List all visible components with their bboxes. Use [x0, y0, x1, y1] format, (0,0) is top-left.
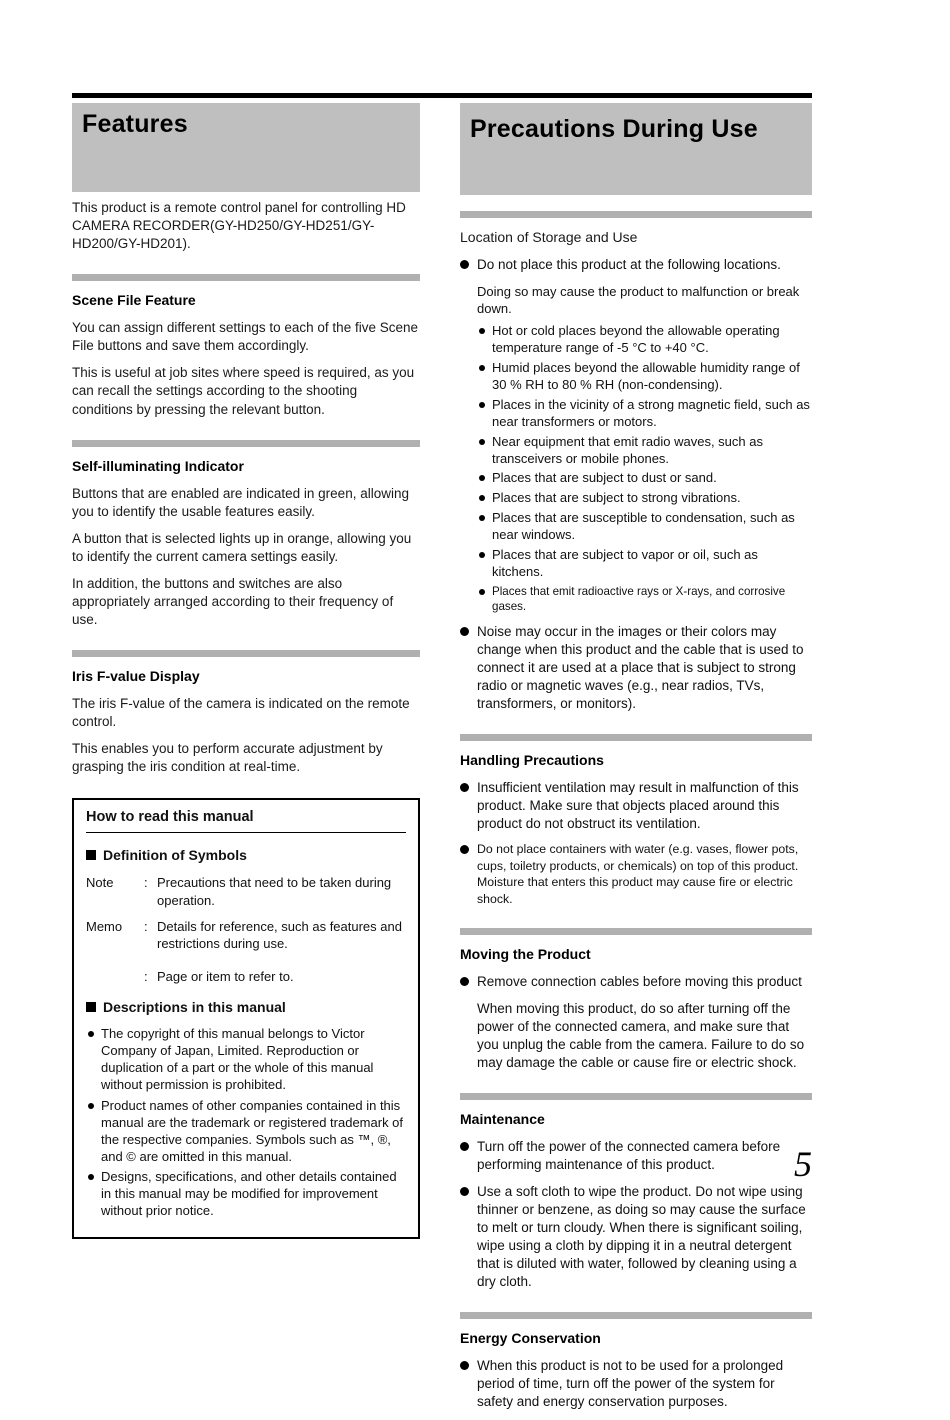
paragraph: You can assign different settings to each of the five Scene File buttons and save them accordingly. [72, 320, 418, 354]
bullet-text: Noise may occur in the images or their colors may change when this product and the cable that is used to connect it are used at a place that is subject to strong radio or magnetic waves (e.g., near radios, TVs, transformers, or monitors). [477, 623, 804, 711]
section-heading: Scene File Feature [72, 292, 196, 309]
list-item [86, 1026, 406, 1094]
features-title: Features [82, 110, 188, 138]
list-item-text: Product names of other companies contained in this manual are the trademark or registered trademark of the respective companies. Symbols such as ™, ®, and © are omitted in this manual. [101, 1097, 404, 1164]
bullet-icon [479, 515, 485, 521]
page-reference-icon [86, 968, 144, 985]
list-item-text: Places in the vicinity of a strong magnetic field, such as near transformers or motors. [492, 396, 810, 429]
section-iris-f-value-display [72, 650, 420, 776]
features-intro: This product is a remote control panel for controlling HD CAMERA RECORDER(GY-HD250/GY-HD251/GY-HD200/GY-HD201). [72, 200, 406, 252]
bullet-item [460, 1183, 812, 1291]
section-maintenance [460, 1093, 812, 1291]
bullet-icon [479, 495, 485, 501]
location-sub-list [477, 323, 812, 614]
bullet-icon [460, 1187, 469, 1196]
symbol-colon: : [144, 875, 148, 891]
section-divider [460, 211, 812, 218]
list-item-text: Humid places beyond the allowable humidity range of 30 % RH to 80 % RH (non-condensing). [492, 360, 800, 392]
bullet-text: Do not place containers with water (e.g. vases, flower pots, cups, toiletry products, or chemicals) on top of this product. Moisture that enters this product may cause fire or electric shock. [477, 842, 799, 906]
bullet-icon [479, 475, 485, 481]
symbol-definition-row [86, 918, 406, 952]
bullet-text: Use a soft cloth to wipe the product. Do not wipe using thinner or benzene, as doing so may cause the surface to melt or turn cloudy. When there is significant soiling, wipe using a cloth by dipping it in a neutral detergent that is diluted with water, followed by cleaning using a dry cloth. [477, 1184, 806, 1289]
section-location-of-storage [460, 211, 812, 713]
definition-of-symbols-heading [86, 847, 406, 863]
section-divider [460, 1093, 812, 1100]
bullet-text: Remove connection cables before moving this product [477, 973, 802, 989]
section-self-illuminating-indicator [72, 440, 420, 630]
bullet-icon [479, 402, 485, 408]
descriptions-list [86, 1026, 406, 1220]
section-divider [72, 274, 420, 281]
section-divider [72, 650, 420, 657]
list-item [477, 397, 812, 431]
paragraph: This enables you to perform accurate adjustment by grasping the iris condition at real-time. [72, 741, 383, 775]
symbol-definition: Details for reference, such as features and restrictions during use. [157, 918, 402, 951]
how-to-read-title: How to read this manual [86, 809, 406, 833]
square-bullet-icon [86, 1002, 96, 1012]
bullet-icon [479, 439, 485, 445]
heading-label: Definition of Symbols [103, 847, 247, 864]
bullet-item [460, 841, 812, 906]
top-rule [72, 93, 812, 98]
list-item [477, 547, 812, 581]
bullet-icon [479, 552, 485, 558]
section-divider [72, 440, 420, 447]
paragraph: In addition, the buttons and switches are also appropriately arranged according to their frequency of use. [72, 575, 394, 628]
paragraph: This is useful at job sites where speed is required, as you can recall the settings according to the shooting conditions by pressing the relevant button. [72, 365, 415, 417]
paragraph: Buttons that are enabled are indicated in green, allowing you to identify the usable features easily. [72, 485, 409, 519]
list-item-text: Places that are subject to dust or sand. [492, 470, 717, 486]
note-text: Doing so may cause the product to malfunction or break down. [477, 283, 800, 317]
precautions-title-box [460, 103, 812, 195]
bullet-item [460, 1357, 812, 1411]
precautions-column [460, 103, 812, 1420]
bullet-icon [479, 589, 485, 595]
features-column [72, 103, 420, 1239]
section-heading: Iris F-value Display [72, 668, 200, 685]
list-item [477, 510, 812, 544]
section-moving-the-product [460, 928, 812, 1072]
list-item-text: Places that are subject to strong vibrations. [492, 490, 741, 506]
bullet-icon [460, 1361, 469, 1370]
precautions-title: Precautions During Use [470, 115, 758, 143]
section-heading: Maintenance [460, 1111, 545, 1128]
symbol-definition: Precautions that need to be taken during operation. [157, 875, 392, 908]
list-item-text: The copyright of this manual belongs to Victor Company of Japan, Limited. Reproduction or duplication of a part or the whole of this manual without permission is prohibited. [101, 1026, 374, 1092]
bullet-item [460, 623, 812, 713]
bullet-item [460, 973, 812, 991]
section-heading: Location of Storage and Use [460, 229, 638, 245]
symbol-definition: Page or item to refer to. [157, 969, 294, 985]
bullet-icon [479, 328, 485, 334]
list-item-text: Places that are subject to vapor or oil, such as kitchens. [492, 546, 758, 579]
descriptions-heading [86, 999, 406, 1015]
bullet-icon [460, 783, 469, 792]
bullet-item [460, 779, 812, 833]
bullet-item [460, 256, 812, 274]
symbol-colon: : [144, 918, 148, 934]
bullet-icon [479, 365, 485, 371]
list-item [477, 584, 812, 614]
list-item [477, 360, 812, 394]
bullet-text: Do not place this product at the following locations. [477, 257, 781, 272]
section-heading: Handling Precautions [460, 751, 604, 768]
symbol-term: Memo [86, 918, 123, 934]
bullet-icon [460, 977, 469, 986]
heading-label: Descriptions in this manual [103, 999, 286, 1016]
list-item [477, 434, 812, 468]
section-heading: Self-illuminating Indicator [72, 457, 244, 474]
symbol-definition-row [86, 874, 406, 908]
section-divider [460, 928, 812, 935]
section-divider [460, 1312, 812, 1319]
bullet-icon [460, 845, 469, 854]
symbol-definition-row [86, 968, 406, 985]
square-bullet-icon [86, 850, 96, 860]
paragraph: The iris F-value of the camera is indicated on the remote control. [72, 696, 410, 730]
bullet-text: When this product is not to be used for a prolonged period of time, turn off the power of the system for safety and energy conservation purposes. [477, 1357, 784, 1409]
paragraph: A button that is selected lights up in orange, allowing you to identify the current camera settings easily. [72, 530, 412, 564]
page-number: 5 [794, 1144, 812, 1184]
list-item-text: Near equipment that emit radio waves, such as transceivers or mobile phones. [492, 433, 763, 466]
list-item [477, 323, 812, 357]
bullet-icon [88, 1031, 94, 1037]
list-item-text: Hot or cold places beyond the allowable operating temperature range of -5 °C to +40 °C. [492, 323, 780, 356]
section-heading: Moving the Product [460, 945, 591, 962]
page-columns [72, 103, 812, 1420]
section-divider [460, 734, 812, 741]
section-heading: Energy Conservation [460, 1329, 601, 1346]
paragraph: When moving this product, do so after turning off the power of the connected camera, and make sure that you unplug the cable from the camera. Failure to do so may damage the cable or cause fire or electric shock. [477, 1000, 805, 1071]
list-item [477, 490, 812, 507]
symbol-term: Note [86, 875, 114, 891]
section-handling-precautions [460, 734, 812, 907]
bullet-text: Turn off the power of the connected camera before performing maintenance of this product. [477, 1139, 781, 1173]
list-item-text: Places that emit radioactive rays or X-rays, and corrosive gases. [492, 584, 786, 613]
features-title-box [72, 103, 420, 192]
symbol-colon: : [144, 969, 148, 985]
section-energy-conservation [460, 1312, 812, 1411]
list-item [477, 470, 812, 487]
section-scene-file-feature [72, 274, 420, 418]
bullet-icon [88, 1103, 94, 1109]
bullet-icon [460, 260, 469, 269]
list-item-text: Places that are susceptible to condensation, such as near windows. [492, 510, 795, 543]
list-item-text: Designs, specifications, and other details contained in this manual may be modified for improvement without prior notice. [101, 1169, 397, 1219]
bullet-text: Insufficient ventilation may result in malfunction of this product. Make sure that objects placed around this product do not obstruct its ventilation. [477, 779, 799, 831]
bullet-icon [460, 627, 469, 636]
